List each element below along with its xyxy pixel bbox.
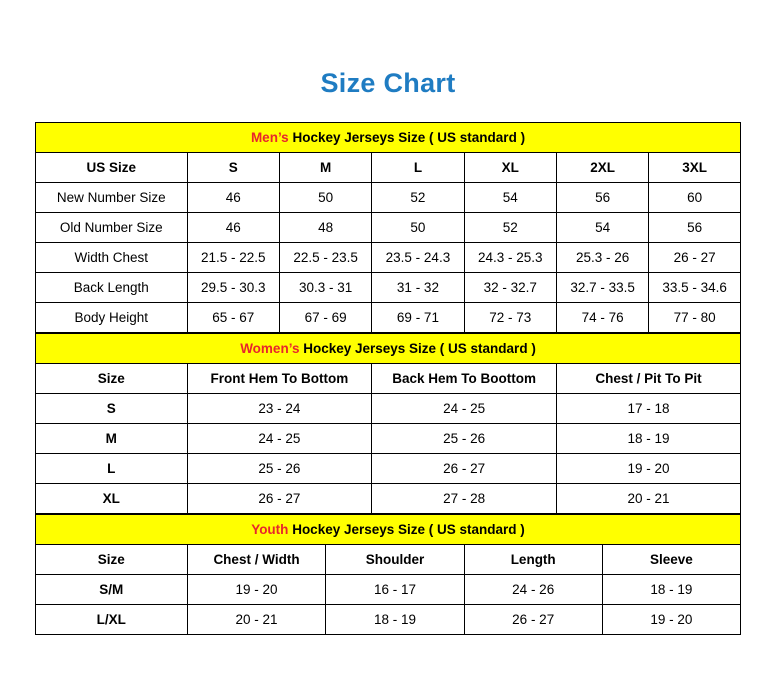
youth-band-rest: Hockey Jerseys Size ( US standard ) [288, 522, 525, 537]
womens-size-table [35, 333, 741, 514]
mens-header-cell: M [279, 153, 371, 183]
mens-cell: 72 - 73 [464, 303, 556, 333]
mens-header-cell: 2XL [556, 153, 648, 183]
mens-cell: 60 [649, 183, 741, 213]
youth-cell: 20 - 21 [187, 605, 326, 635]
mens-cell: 52 [372, 183, 464, 213]
table-row [36, 303, 741, 333]
mens-row-label: Old Number Size [36, 213, 188, 243]
womens-cell: 18 - 19 [556, 424, 740, 454]
mens-header-cell: L [372, 153, 464, 183]
mens-cell: 46 [187, 213, 279, 243]
youth-cell: 16 - 17 [326, 575, 464, 605]
mens-cell: 74 - 76 [556, 303, 648, 333]
youth-band-row [36, 515, 741, 545]
mens-cell: 56 [649, 213, 741, 243]
mens-cell: 32 - 32.7 [464, 273, 556, 303]
youth-row-label: L/XL [36, 605, 188, 635]
mens-cell: 25.3 - 26 [556, 243, 648, 273]
youth-cell: 19 - 20 [602, 605, 740, 635]
youth-size-table [35, 514, 741, 635]
youth-header-cell: Size [36, 545, 188, 575]
table-row [36, 575, 741, 605]
youth-header-cell: Sleeve [602, 545, 740, 575]
mens-cell: 77 - 80 [649, 303, 741, 333]
mens-cell: 50 [372, 213, 464, 243]
page-title: Size Chart [320, 68, 456, 98]
mens-header-cell: US Size [36, 153, 188, 183]
womens-cell: 20 - 21 [556, 484, 740, 514]
mens-cell: 56 [556, 183, 648, 213]
youth-cell: 19 - 20 [187, 575, 326, 605]
table-row [36, 484, 741, 514]
table-row [36, 394, 741, 424]
youth-band-highlight: Youth [251, 522, 289, 537]
youth-cell: 26 - 27 [464, 605, 602, 635]
mens-row-label: Body Height [36, 303, 188, 333]
mens-band-row [36, 123, 741, 153]
mens-cell: 24.3 - 25.3 [464, 243, 556, 273]
womens-cell: 26 - 27 [187, 484, 372, 514]
table-row [36, 243, 741, 273]
mens-cell: 32.7 - 33.5 [556, 273, 648, 303]
mens-cell: 21.5 - 22.5 [187, 243, 279, 273]
womens-row-label: S [36, 394, 188, 424]
mens-header-cell: S [187, 153, 279, 183]
womens-row-label: XL [36, 484, 188, 514]
womens-header-cell: Front Hem To Bottom [187, 364, 372, 394]
mens-cell: 48 [279, 213, 371, 243]
womens-cell: 19 - 20 [556, 454, 740, 484]
mens-band [36, 123, 741, 153]
womens-cell: 25 - 26 [187, 454, 372, 484]
womens-cell: 27 - 28 [372, 484, 557, 514]
table-row [36, 364, 741, 394]
mens-band-highlight: Men’s [250, 130, 289, 145]
mens-cell: 54 [464, 183, 556, 213]
youth-band [36, 515, 741, 545]
youth-cell: 18 - 19 [602, 575, 740, 605]
womens-band-highlight: Women’s [240, 341, 300, 356]
mens-cell: 23.5 - 24.3 [372, 243, 464, 273]
womens-header-cell: Size [36, 364, 188, 394]
mens-row-label: Width Chest [36, 243, 188, 273]
youth-cell: 18 - 19 [326, 605, 464, 635]
mens-cell: 30.3 - 31 [279, 273, 371, 303]
mens-cell: 50 [279, 183, 371, 213]
mens-header-cell: XL [464, 153, 556, 183]
womens-band [36, 334, 741, 364]
youth-row-label: S/M [36, 575, 188, 605]
mens-row-label: Back Length [36, 273, 188, 303]
womens-row-label: M [36, 424, 188, 454]
mens-cell: 69 - 71 [372, 303, 464, 333]
table-row [36, 273, 741, 303]
womens-cell: 24 - 25 [372, 394, 557, 424]
mens-cell: 22.5 - 23.5 [279, 243, 371, 273]
youth-header-cell: Length [464, 545, 602, 575]
mens-header-cell: 3XL [649, 153, 741, 183]
womens-cell: 24 - 25 [187, 424, 372, 454]
youth-header-cell: Shoulder [326, 545, 464, 575]
table-row [36, 183, 741, 213]
size-chart [35, 122, 741, 635]
womens-row-label: L [36, 454, 188, 484]
table-row [36, 545, 741, 575]
womens-band-rest: Hockey Jerseys Size ( US standard ) [299, 341, 536, 356]
womens-cell: 25 - 26 [372, 424, 557, 454]
mens-size-table [35, 122, 741, 333]
table-row [36, 454, 741, 484]
womens-cell: 26 - 27 [372, 454, 557, 484]
table-row [36, 213, 741, 243]
youth-cell: 24 - 26 [464, 575, 602, 605]
youth-header-cell: Chest / Width [187, 545, 326, 575]
mens-cell: 33.5 - 34.6 [649, 273, 741, 303]
womens-header-cell: Chest / Pit To Pit [556, 364, 740, 394]
mens-cell: 46 [187, 183, 279, 213]
mens-cell: 31 - 32 [372, 273, 464, 303]
womens-band-row [36, 334, 741, 364]
mens-band-rest: Hockey Jerseys Size ( US standard ) [288, 130, 526, 145]
mens-cell: 65 - 67 [187, 303, 279, 333]
table-row [36, 424, 741, 454]
womens-cell: 23 - 24 [187, 394, 372, 424]
mens-cell: 29.5 - 30.3 [187, 273, 279, 303]
womens-header-cell: Back Hem To Boottom [372, 364, 557, 394]
womens-cell: 17 - 18 [556, 394, 740, 424]
mens-cell: 67 - 69 [279, 303, 371, 333]
mens-cell: 52 [464, 213, 556, 243]
table-row [36, 605, 741, 635]
mens-cell: 26 - 27 [649, 243, 741, 273]
mens-row-label: New Number Size [36, 183, 188, 213]
table-row [36, 153, 741, 183]
mens-cell: 54 [556, 213, 648, 243]
